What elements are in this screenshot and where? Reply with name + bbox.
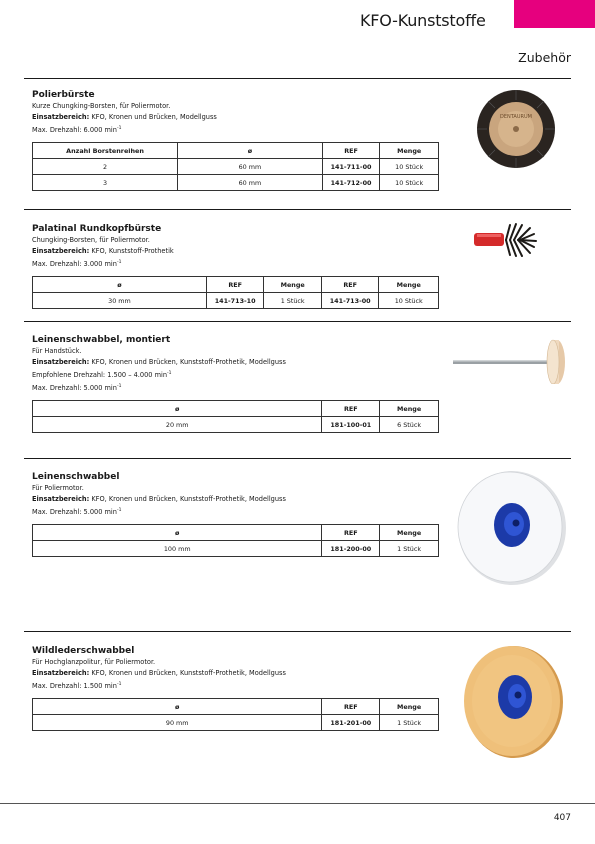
section-divider — [24, 631, 571, 632]
product-einsatz: Einsatzbereich: KFO, Kronen und Brücken, Kunststoff-Prothetik, Modellguss — [32, 358, 286, 366]
product-title: Leinenschwabbel — [32, 472, 120, 482]
section-divider — [24, 321, 571, 322]
round-head-brush-icon — [474, 222, 549, 258]
product-description: Für Poliermotor. — [32, 484, 84, 492]
product-description: Für Hochglanzpolitur, für Poliermotor. — [32, 658, 156, 666]
table-row: 2 60 mm 141-711-00 10 Stück — [33, 159, 439, 175]
product-polierbuerste — [32, 90, 452, 136]
product-title: Polierbürste — [32, 90, 95, 100]
product-drehzahl: Max. Drehzahl: 5.000 $\min^{-1}$ — [32, 384, 122, 392]
white-linen-buff-icon — [455, 468, 567, 586]
section-divider — [24, 458, 571, 459]
product-title: Palatinal Rundkopfbürste — [32, 224, 162, 234]
footer-divider — [0, 803, 595, 804]
product-drehzahl: Max. Drehzahl: 5.000 $\min^{-1}$ — [32, 508, 122, 516]
page-number: 407 — [553, 813, 571, 823]
product-title: Wildlederschwabbel — [32, 646, 135, 656]
section-divider — [24, 209, 571, 210]
product-drehzahl: Max. Drehzahl: 6.000 $\min^{-1}$ — [32, 126, 122, 134]
product-description: Für Handstück. — [32, 347, 82, 355]
product-leinenschwabbel-montiert — [32, 335, 452, 394]
product-leinenschwabbel — [32, 472, 452, 518]
product-einsatz: Einsatzbereich: KFO, Kronen und Brücken, Kunststoff-Prothetik, Modellguss — [32, 669, 286, 677]
mounted-linen-buff-icon — [453, 334, 568, 384]
product-table: Anzahl Borstenreihen ø REF Menge 2 60 mm 141-711-00 10 Stück 3 60 mm 141-712-00 10 Stück — [32, 142, 439, 191]
product-wildlederschwabbel — [32, 646, 452, 692]
table-row: 90 mm 181-201-00 1 Stück — [33, 715, 439, 731]
product-table: ø REF Menge REF Menge 30 mm 141-713-10 1 Stück 141-713-00 10 Stück — [32, 276, 439, 309]
brush-wheel-icon — [476, 86, 556, 172]
page-title: KFO-Kunststoffe — [360, 11, 486, 30]
product-einsatz: Einsatzbereich: KFO, Kronen und Brücken, Kunststoff-Prothetik, Modellguss — [32, 495, 286, 503]
suede-buff-icon — [460, 644, 564, 759]
product-description: Chungking-Borsten, für Poliermotor. — [32, 236, 150, 244]
product-palatinal-rundkopfbuerste — [32, 224, 452, 270]
product-title: Leinenschwabbel, montiert — [32, 335, 171, 345]
table-row: 3 60 mm 141-712-00 10 Stück — [33, 175, 439, 191]
product-empfohlen: Empfohlene Drehzahl: 1.500 – 4.000 $\min^{-1}$ — [32, 371, 172, 379]
table-row: 30 mm 141-713-10 1 Stück 141-713-00 10 Stück — [33, 293, 439, 309]
product-drehzahl: Max. Drehzahl: 3.000 $\min^{-1}$ — [32, 260, 122, 268]
section-divider — [24, 78, 571, 79]
section-subtitle: Zubehör — [518, 50, 571, 65]
product-drehzahl: Max. Drehzahl: 1.500 $\min^{-1}$ — [32, 682, 122, 690]
table-row: 100 mm 181-200-00 1 Stück — [33, 541, 439, 557]
product-table: ø REF Menge 20 mm 181-100-01 6 Stück — [32, 400, 439, 433]
accent-bar — [514, 0, 595, 28]
product-description: Kurze Chungking-Borsten, für Poliermotor. — [32, 102, 171, 110]
product-table: ø REF Menge 100 mm 181-200-00 1 Stück — [32, 524, 439, 557]
product-table: ø REF Menge 90 mm 181-201-00 1 Stück — [32, 698, 439, 731]
svg-text:DENTAURUM: DENTAURUM — [500, 114, 532, 120]
product-einsatz: Einsatzbereich: KFO, Kunststoff-Prothetik — [32, 247, 174, 255]
table-row: 20 mm 181-100-01 6 Stück — [33, 417, 439, 433]
product-einsatz: Einsatzbereich: KFO, Kronen und Brücken, Modellguss — [32, 113, 217, 121]
